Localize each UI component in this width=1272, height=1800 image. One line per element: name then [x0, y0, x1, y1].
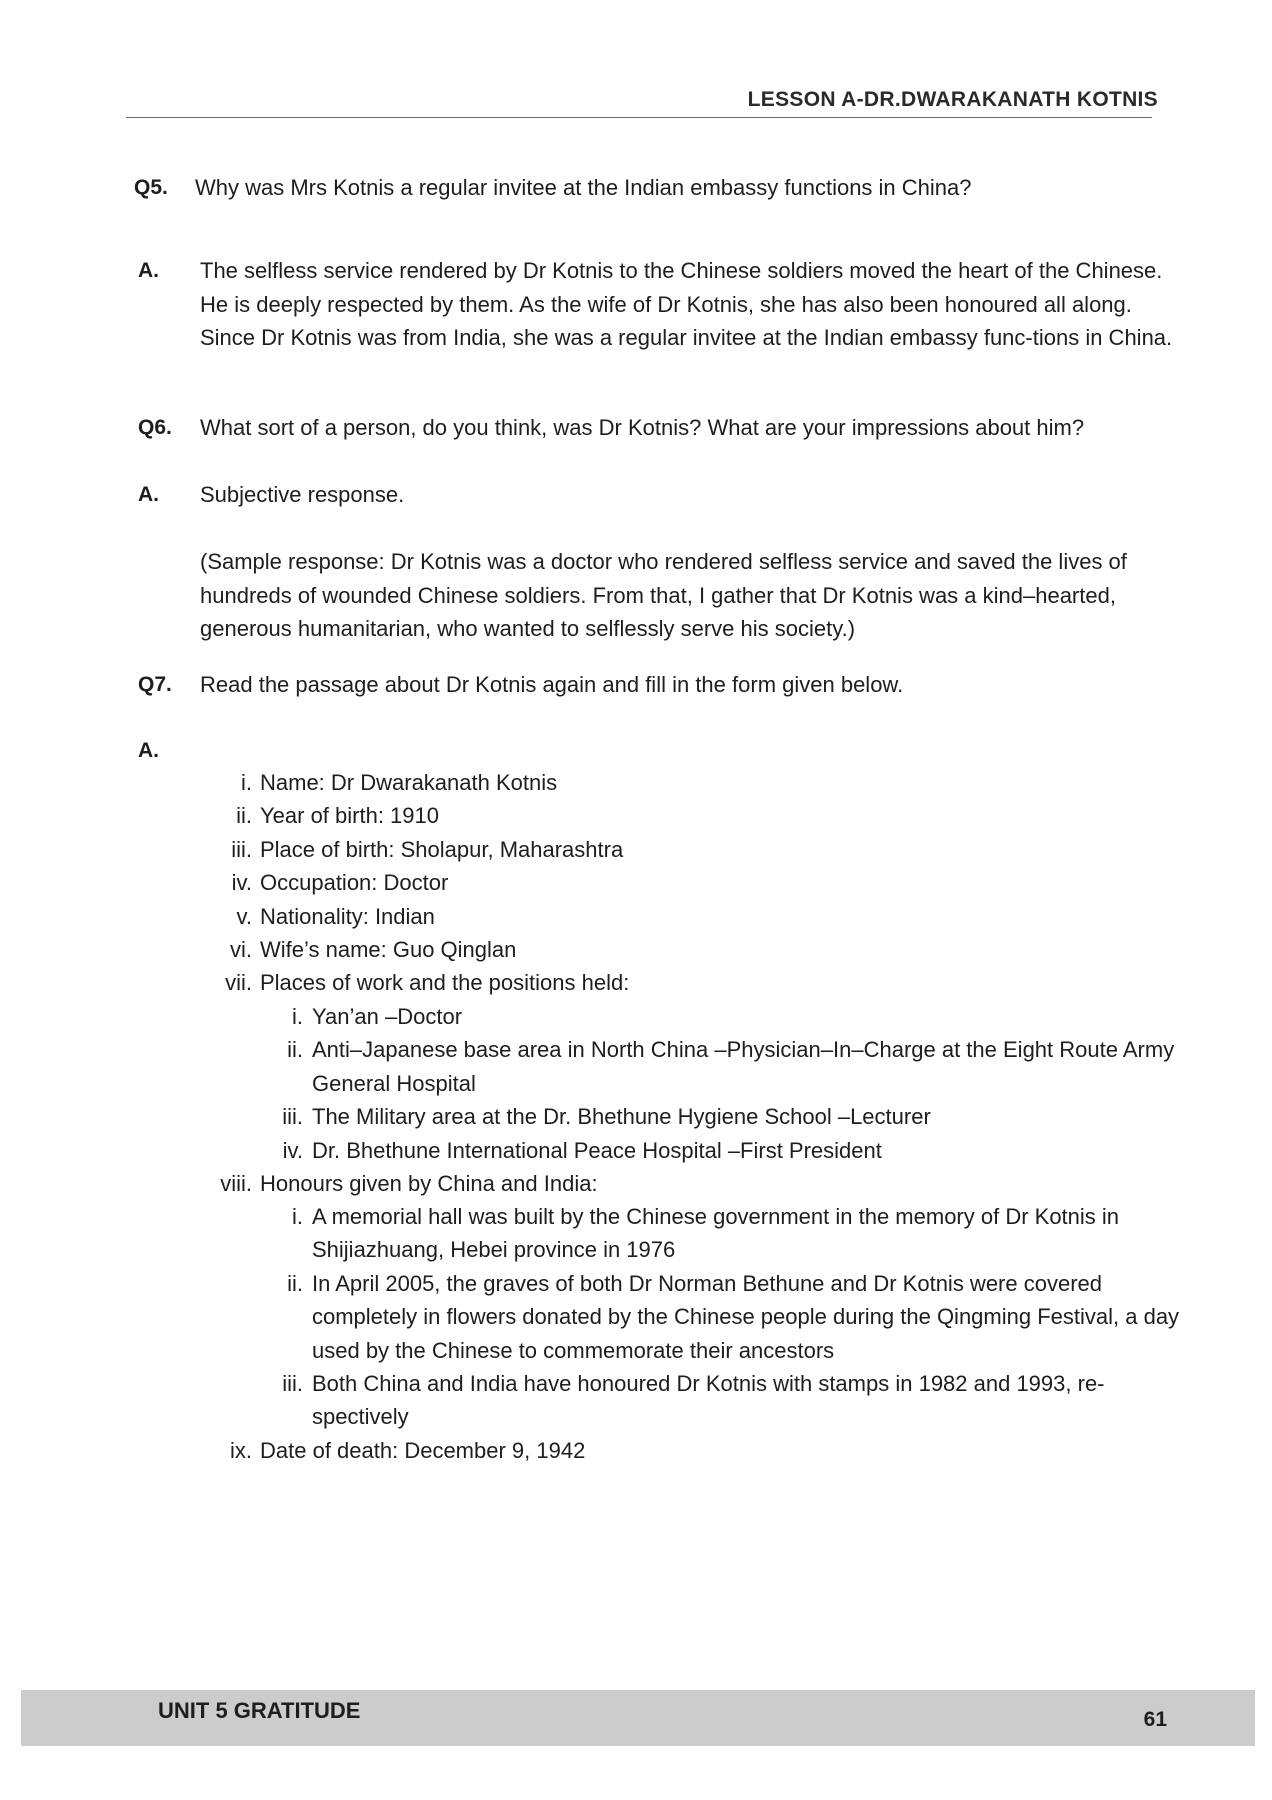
list-item: i. A memorial hall was built by the Chinese government in the memory of Dr Kotnis in Shijiazhuang, Hebei province in 1976	[292, 1204, 1120, 1263]
list-item: i. Name: Dr Dwarakanath Kotnis	[241, 770, 558, 795]
list-item: iv. Occupation: Doctor	[231, 870, 449, 896]
q5-answer-text: The selfless service rendered by Dr Kotnis to the Chinese soldiers moved the heart of the Chinese. He is deeply respected by them. As the wife of Dr Kotnis, she has also been honoured all along. Since Dr Kotnis was from India, she was a regular invitee at the Indian embassy func-tions in China.	[200, 258, 1173, 350]
q6-answer-text: Subjective response.	[200, 482, 405, 507]
q7-question-text: Read the passage about Dr Kotnis again and fill in the form given below.	[200, 672, 904, 697]
q5-question	[134, 171, 1189, 205]
places-of-work-list	[200, 1000, 1200, 1167]
list-item: iv. Dr. Bhethune International Peace Hospital –First President	[282, 1137, 882, 1163]
q6-question	[138, 411, 1193, 445]
list-item: i. Yan’an –Doctor	[292, 1004, 463, 1029]
q5-answer	[138, 254, 1193, 355]
page-header-title: LESSON A-DR.DWARAKANATH KOTNIS	[747, 88, 1158, 111]
list-item: iii. Both China and India have honoured Dr Kotnis with stamps in 1982 and 1993, re-spectively	[282, 1371, 1105, 1430]
q5-answer-label: A.	[138, 259, 159, 282]
footer-unit-title: UNIT 5 GRATITUDE	[158, 1698, 361, 1723]
death-date-list	[200, 1434, 1200, 1467]
kotnis-form-list	[200, 766, 1200, 1000]
q5-question-text: Why was Mrs Kotnis a regular invitee at the Indian embassy functions in China?	[195, 175, 972, 200]
q7-label: Q7.	[138, 673, 172, 696]
list-item: vi. Wife’s name: Guo Qinglan	[230, 937, 517, 963]
list-item: viii. Honours given by China and India:	[220, 1171, 598, 1196]
header-divider	[126, 117, 1152, 118]
list-item: ix. Date of death: December 9, 1942	[230, 1438, 586, 1463]
q6-label: Q6.	[138, 416, 172, 439]
list-item: v. Nationality: Indian	[236, 903, 435, 929]
q6-answer-label: A.	[138, 483, 159, 506]
q6-sample-response: (Sample response: Dr Kotnis was a doctor who rendered selfless service and saved the lives of hundreds of wounded Chinese soldiers. From that, I gather that Dr Kotnis was a kind–hearted, generous humanitarian, who wanted to selflessly serve his society.)	[200, 549, 1127, 641]
page-number: 61	[1143, 1708, 1167, 1731]
q7-answer-label: A.	[138, 739, 159, 762]
q5-label: Q5.	[134, 176, 168, 199]
list-item: ii. Anti–Japanese base area in North China –Physician–In–Charge at the Eight Route Army General Hospital	[287, 1037, 1175, 1096]
q6-answer	[138, 478, 1193, 512]
honours-heading-list	[200, 1167, 1200, 1200]
list-item: ii. In April 2005, the graves of both Dr Norman Bethune and Dr Kotnis were covered completely in flowers donated by the Chinese people during the Qingming Festival, a day used by the Chinese to commemorate their ancestors	[287, 1270, 1180, 1363]
q6-question-text: What sort of a person, do you think, was Dr Kotnis? What are your impressions about him?	[200, 415, 1085, 440]
q7-question	[138, 668, 1193, 702]
list-item: iii. Place of birth: Sholapur, Maharashtra	[231, 836, 624, 862]
list-item: ii. Year of birth: 1910	[236, 803, 439, 829]
honours-list	[200, 1200, 1200, 1434]
list-item: iii. The Military area at the Dr. Bhethune Hygiene School –Lecturer	[282, 1104, 931, 1130]
list-item: vii. Places of work and the positions held:	[225, 970, 630, 996]
